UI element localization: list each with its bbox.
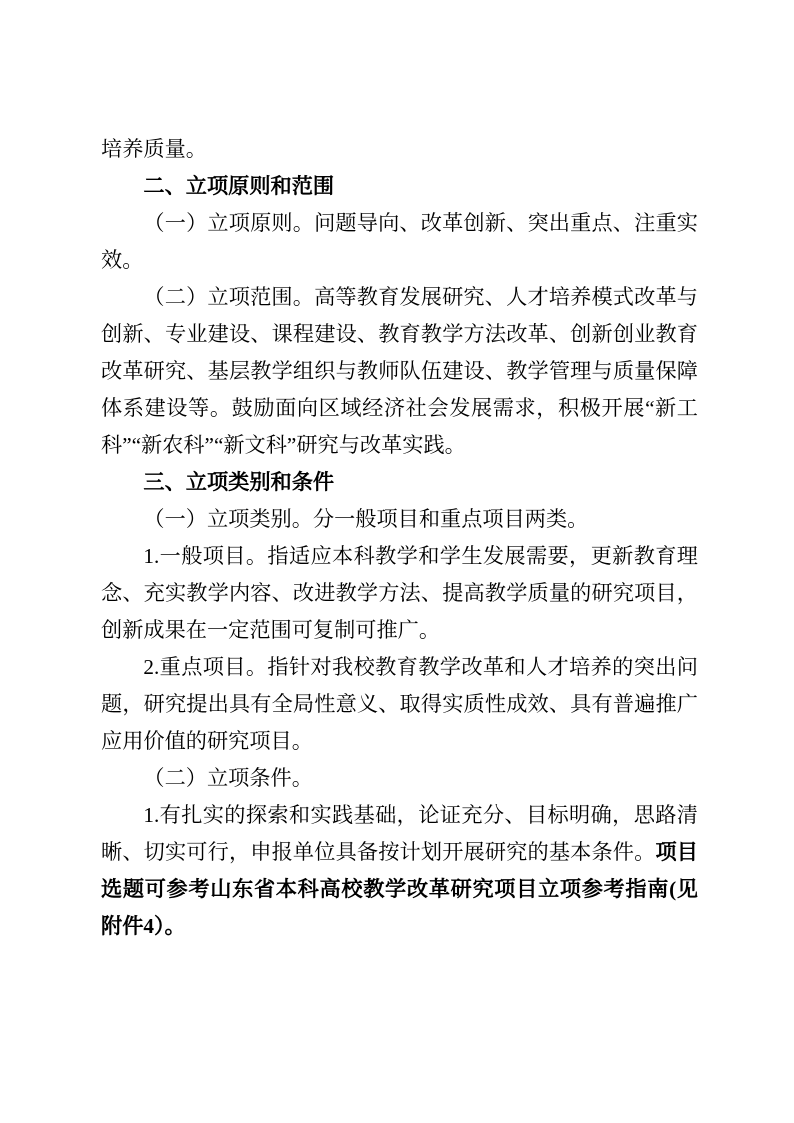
- paragraph-training-quality-continuation: 培养质量。: [101, 137, 207, 161]
- paragraph-key-projects: 2.重点项目。指针对我校教育教学改革和人才培养的突出问题，研究提出具有全局性意义、取得实质性成效、具有普遍推广应用价值的研究项目。: [101, 655, 698, 753]
- condition-1-text: 1.有扎实的探索和实践基础，论证充分、目标明确，思路清晰、切实可行，申报单位具备按计划开展研究的基本条件。: [101, 803, 698, 864]
- paragraph-approval-principles: （一）立项原则。问题导向、改革创新、突出重点、注重实效。: [101, 211, 698, 272]
- section-heading-categories-and-conditions: 三、立项类别和条件: [143, 471, 335, 494]
- paragraph-general-projects: 1.一般项目。指适应本科教学和学生发展需要，更新教育理念、充实教学内容、改进教学方法、提高教学质量的研究项目，创新成果在一定范围可复制可推广。: [101, 544, 698, 642]
- paragraph-approval-scope: （二）立项范围。高等教育发展研究、人才培养模式改革与创新、专业建设、课程建设、教育教学方法改革、创新创业教育改革研究、基层教学组织与教师队伍建设、教学管理与质量保障体系建设等。鼓励面向区域经济社会发展需求，积极开展“新工科”“新农科”“新文科”研究与改革实践。: [101, 285, 698, 457]
- section-heading-principles-and-scope: 二、立项原则和范围: [143, 175, 335, 198]
- document-text-block: [101, 131, 698, 945]
- condition-1-bold-reference: 项目选题可参考山东省本科高校教学改革研究项目立项参考指南(见附件4）。: [101, 840, 698, 938]
- paragraph-approval-conditions: （二）立项条件。: [143, 766, 313, 790]
- paragraph-condition-1: [101, 797, 698, 945]
- paragraph-approval-categories: （一）立项类别。分一般项目和重点项目两类。: [143, 507, 589, 531]
